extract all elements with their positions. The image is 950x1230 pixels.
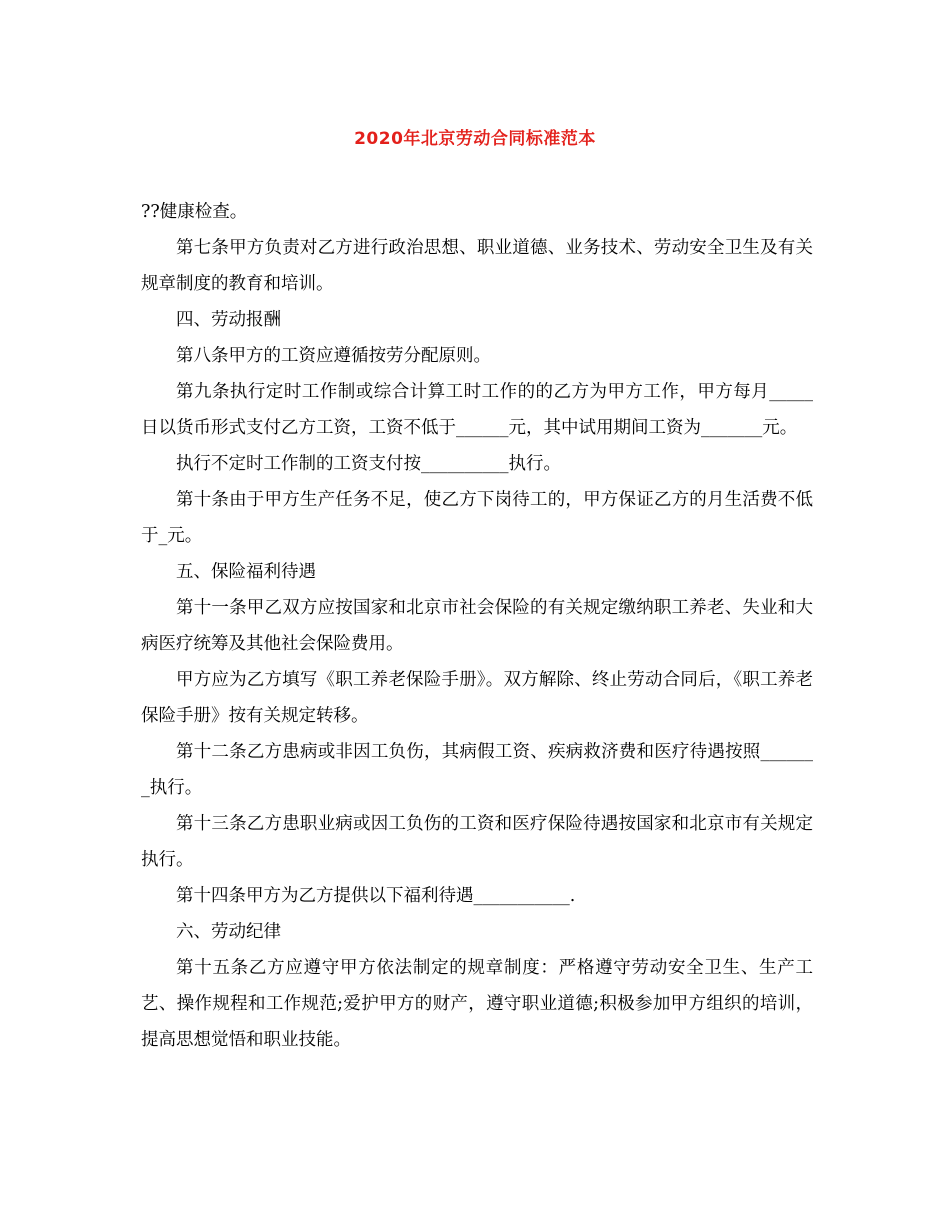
- paragraph-article-10: 第十条由于甲方生产任务不足，使乙方下岗待工的，甲方保证乙方的月生活费不低于_元。: [141, 490, 813, 546]
- paragraph-article-12: 第十二条乙方患病或非因工负伤，其病假工资、疾病救济费和医疗待遇按照_______执行。: [141, 742, 813, 798]
- paragraph-article-14: 第十四条甲方为乙方提供以下福利待遇___________.: [176, 886, 576, 906]
- paragraph-article-15: 第十五条乙方应遵守甲方依法制定的规章制度：严格遵守劳动安全卫生、生产工艺、操作规程和工作规范;爱护甲方的财产，遵守职业道德;积极参加甲方组织的培训，提高思想觉悟和职业技能。: [141, 958, 813, 1050]
- document-title: 2020年北京劳动合同标准范本: [354, 129, 596, 149]
- section-heading-remuneration: 四、劳动报酬: [176, 310, 281, 330]
- paragraph-pension-handbook: 甲方应为乙方填写《职工养老保险手册》。双方解除、终止劳动合同后，《职工养老保险手册》按有关规定转移。: [141, 670, 813, 726]
- paragraph-flexible-hours-pay: 执行不定时工作制的工资支付按__________执行。: [176, 454, 561, 474]
- section-heading-insurance: 五、保险福利待遇: [176, 562, 316, 582]
- paragraph-article-9: 第九条执行定时工作制或综合计算工时工作的的乙方为甲方工作，甲方每月_____日以货币形式支付乙方工资，工资不低于______元，其中试用期间工资为_______元。: [141, 382, 813, 438]
- section-heading-discipline: 六、劳动纪律: [176, 922, 281, 942]
- paragraph-health-check: ??健康检查。: [141, 202, 248, 222]
- document-body: [141, 194, 813, 1058]
- paragraph-article-8: 第八条甲方的工资应遵循按劳分配原则。: [176, 346, 491, 366]
- paragraph-article-13: 第十三条乙方患职业病或因工负伤的工资和医疗保险待遇按国家和北京市有关规定执行。: [141, 814, 813, 870]
- paragraph-article-7: 第七条甲方负责对乙方进行政治思想、职业道德、业务技术、劳动安全卫生及有关规章制度的教育和培训。: [141, 238, 813, 294]
- paragraph-article-11: 第十一条甲乙双方应按国家和北京市社会保险的有关规定缴纳职工养老、失业和大病医疗统筹及其他社会保险费用。: [141, 598, 813, 654]
